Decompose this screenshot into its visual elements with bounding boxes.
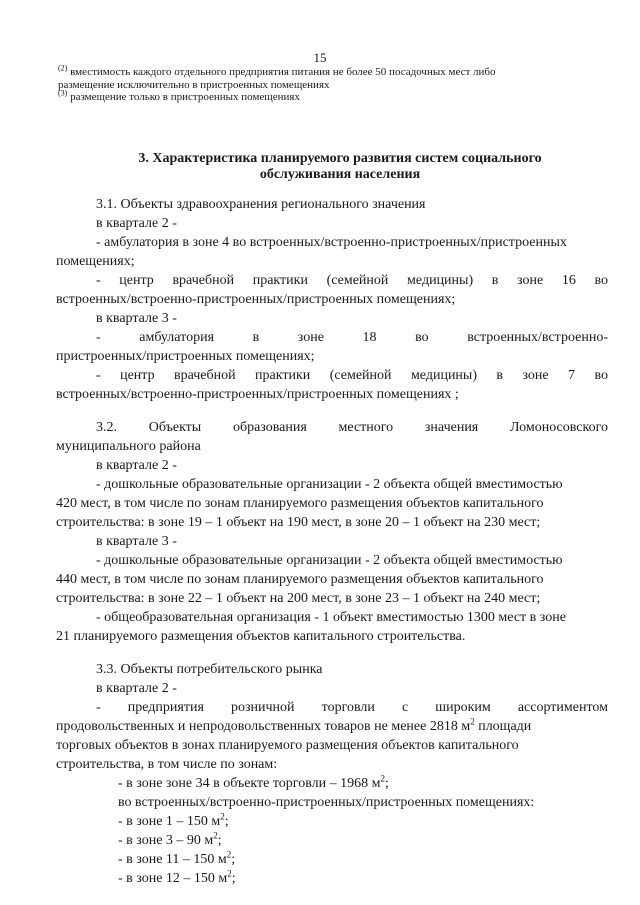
paragraph-line: встроенных/встроенно-пристроенных/пристроенных помещениях ; — [56, 387, 459, 402]
paragraph-line: - амбулатория в зоне 4 во встроенных/встроенно-пристроенных/пристроенных — [96, 235, 567, 250]
superscript: 2 — [226, 849, 232, 860]
line-text: - в зоне 3 – 90 м — [118, 833, 214, 848]
superscript: 2 — [380, 773, 385, 784]
zone-item — [118, 849, 608, 868]
page-number: 15 — [313, 50, 327, 65]
line-text: ; — [231, 852, 236, 867]
paragraph-line: строительства: в зоне 19 – 1 объект на 190 мест, в зоне 20 – 1 объект на 230 мест; — [56, 515, 541, 530]
zone-item — [118, 868, 608, 887]
paragraph-line — [56, 716, 608, 735]
line-text: - в зоне 12 – 150 м — [118, 871, 228, 886]
quarter-label: в квартале 2 - — [96, 458, 177, 473]
quarter-label: в квартале 2 - — [96, 681, 177, 696]
paragraph-line: - центр врачебной практики (семейной медицины) в зоне 7 во — [96, 368, 608, 383]
line-text: ; — [384, 776, 389, 791]
paragraph-line: помещениях; — [56, 254, 135, 269]
paragraph-line: торговых объектов в зонах планируемого размещения объектов капитального — [56, 738, 519, 753]
subsection-3-2-title: 3.2. Объекты образования местного значения Ломоносовского — [96, 420, 608, 435]
footnote-text: размещение только в пристроенных помещениях — [67, 91, 300, 103]
footnote-mark: (3) — [58, 88, 68, 98]
paragraph-line: - предприятия розничной торговли с широким ассортиментом — [96, 700, 608, 715]
superscript: 2 — [227, 868, 232, 879]
paragraph-line: пристроенных/пристроенных помещениях; — [56, 349, 315, 364]
subsection-3-3-title: 3.3. Объекты потребительского рынка — [96, 662, 323, 677]
paragraph-line: - центр врачебной практики (семейной медицины) в зоне 16 во — [96, 273, 608, 288]
paragraph-line: строительства, в том числе по зонам: — [56, 757, 278, 772]
zone-item — [118, 811, 608, 830]
footnote-3 — [58, 88, 618, 103]
zone-item — [118, 830, 608, 849]
line-text: - в зоне зоне 34 в объекте торговли – 1968 м — [118, 776, 381, 791]
line-text: ; — [224, 814, 229, 829]
paragraph-line: во встроенных/встроенно-пристроенных/пристроенных помещениях: — [118, 795, 535, 810]
superscript: 2 — [470, 716, 475, 727]
line-text: ; — [231, 871, 236, 886]
line-text: - в зоне 1 – 150 м — [118, 814, 221, 829]
line-text: - в зоне 11 – 150 м — [118, 852, 227, 867]
paragraph-line: встроенных/встроенно-пристроенных/пристроенных помещениях; — [56, 292, 456, 307]
line-text: ; — [217, 833, 222, 848]
subsection-3-1-title: 3.1. Объекты здравоохранения регионального значения — [96, 197, 426, 212]
paragraph-line: 420 мест, в том числе по зонам планируемого размещения объектов капитального — [56, 496, 544, 511]
section-heading — [60, 151, 620, 183]
paragraph-line: - дошкольные образовательные организации - 2 объекта общей вместимостью — [96, 553, 563, 568]
footnote-mark: (2) — [58, 63, 68, 73]
section-heading-line: обслуживания населения — [259, 167, 421, 182]
paragraph-line: - дошкольные образовательные организации - 2 объекта общей вместимостью — [96, 477, 563, 492]
superscript: 2 — [213, 830, 218, 841]
line-text: продовольственных и непродовольственных товаров не менее 2818 м — [56, 719, 471, 734]
footnote-2 — [58, 63, 618, 78]
line-text: площади — [474, 719, 532, 734]
section-heading-line: 3. Характеристика планируемого развития систем социального — [138, 151, 542, 166]
quarter-label: в квартале 2 - — [96, 216, 177, 231]
paragraph-line: 440 мест, в том числе по зонам планируемого размещения объектов капитального — [56, 572, 544, 587]
paragraph-line: муниципального района — [56, 439, 201, 454]
paragraph-line: - общеобразовательная организация - 1 объект вместимостью 1300 мест в зоне — [96, 610, 566, 625]
footnote-2-cont: размещение исключительно в пристроенных помещениях — [58, 79, 330, 91]
quarter-label: в квартале 3 - — [96, 534, 177, 549]
quarter-label: в квартале 3 - — [96, 311, 177, 326]
paragraph-line: строительства: в зоне 22 – 1 объект на 200 мест, в зоне 23 – 1 объект на 240 мест; — [56, 591, 541, 606]
zone-item — [118, 773, 608, 792]
paragraph-line: 21 планируемого размещения объектов капитального строительства. — [56, 629, 466, 644]
superscript: 2 — [220, 811, 225, 822]
footnote-text: вместимость каждого отдельного предприятия питания не более 50 посадочных мест либо — [67, 66, 496, 78]
paragraph-line: - амбулатория в зоне 18 во встроенных/встроенно- — [96, 330, 608, 345]
